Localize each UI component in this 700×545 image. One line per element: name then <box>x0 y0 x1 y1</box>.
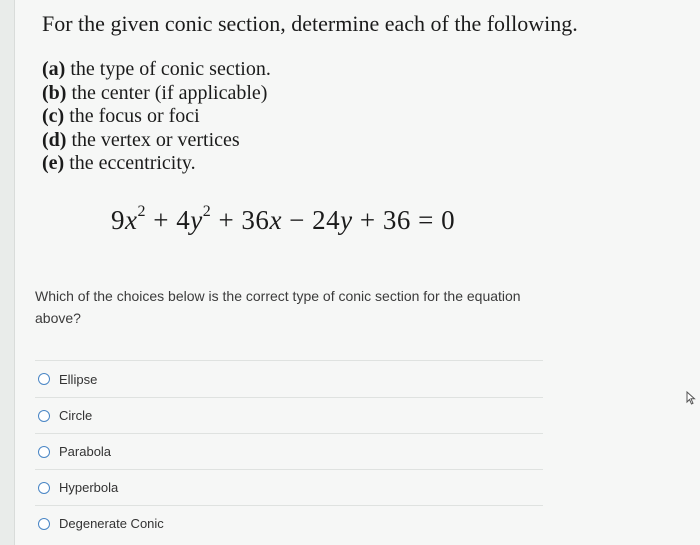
equation-term: + 4 <box>145 205 191 235</box>
question-prompt: Which of the choices below is the correct type of conic section for the equation above? <box>35 288 521 326</box>
conic-equation <box>111 200 455 240</box>
part-e <box>42 152 271 176</box>
choice-label: Hyperbola <box>59 480 119 495</box>
choice-ellipse[interactable] <box>35 360 543 397</box>
problem-parts-list <box>42 58 271 176</box>
choice-label: Circle <box>59 408 93 423</box>
part-c <box>42 105 271 129</box>
equation-term: + 36 = 0 <box>352 205 456 235</box>
equation-term: 9 <box>111 205 125 235</box>
equation-variable: x <box>125 205 138 235</box>
problem-title: For the given conic section, determine each of the following. <box>42 11 578 36</box>
choice-label: Ellipse <box>59 371 98 387</box>
choice-parabola[interactable] <box>35 433 543 469</box>
part-text: the eccentricity. <box>64 152 196 174</box>
equation-variable: y <box>190 205 203 235</box>
part-b <box>42 82 271 106</box>
equation-variable: y <box>340 205 353 235</box>
equation-exponent: 2 <box>137 203 146 220</box>
choice-hyperbola[interactable] <box>35 469 543 505</box>
part-text: the center (if applicable) <box>66 81 268 104</box>
part-label: (e) <box>42 152 65 174</box>
radio-button[interactable] <box>38 482 50 494</box>
question-page <box>14 0 700 545</box>
equation-exponent: 2 <box>202 203 212 220</box>
part-text: the focus or foci <box>64 105 200 127</box>
choice-label: Parabola <box>59 444 112 459</box>
mouse-cursor-icon <box>683 390 699 406</box>
part-label: (b) <box>42 81 67 104</box>
choice-degenerate-conic[interactable] <box>35 505 543 541</box>
part-label: (d) <box>42 128 67 151</box>
equation-term: + 36 <box>211 205 270 235</box>
choice-label: Degenerate Conic <box>59 516 164 531</box>
part-d <box>42 129 271 153</box>
answer-choices <box>35 360 543 541</box>
part-text: the type of conic section. <box>65 58 271 80</box>
equation-variable: x <box>269 205 282 235</box>
part-a <box>42 58 271 82</box>
choice-circle[interactable] <box>35 397 543 433</box>
radio-button[interactable] <box>38 373 50 385</box>
radio-button[interactable] <box>38 518 50 530</box>
part-text: the vertex or vertices <box>66 128 240 151</box>
part-label: (c) <box>42 105 65 127</box>
radio-button[interactable] <box>38 446 50 458</box>
radio-button[interactable] <box>38 410 50 422</box>
equation-term: − 24 <box>281 205 341 235</box>
part-label: (a) <box>42 58 66 80</box>
